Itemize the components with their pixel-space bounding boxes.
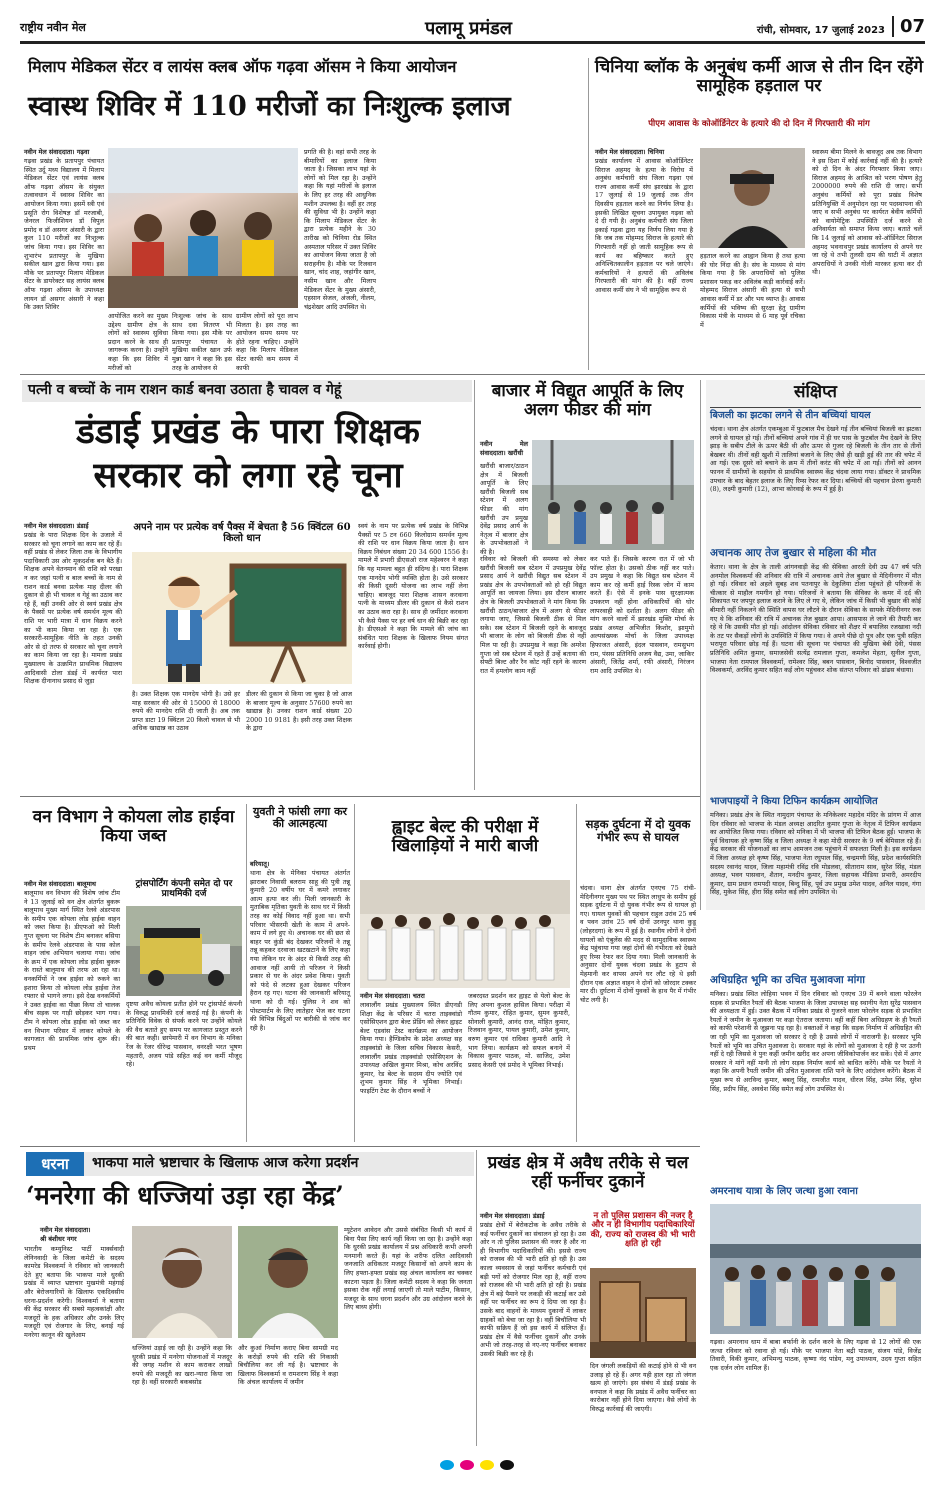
story9-headline: ‘मनरेगा की धज्जियां उड़ा रहा केंद्र’ <box>26 1181 344 1210</box>
issue-date: रांची, सोमवार, 17 जुलाई 2023 <box>756 25 885 36</box>
story3-body-col1: प्रखंड के पारा शिक्षक दिन के उजाले में सरकार को चूना लगाने का काम कर रहे हैं। वहीं प्रखंड से लेकर जिला तक के विभागीय पदाधिकारी उस ओर मूकदर्शक बन बैठे हैं। शिक्षक अपने वेतनमान की राशि को परखा न कर जहां पत्नी व बाल बच्चों के नाम से राशन कार्ड बनवा प्रत्येक माह दीलर की दुकान से ही भी चावल व गेहूं का उठाव कर रहे हैं, वहीं उनकी ओर से स्वयं प्रखंड क्षेत्र के पैक्सों पर प्रत्येक वर्ष समर्थन मूल्य की राशि पर भारी मात्रा में धान विक्रय करने का भी काम किया जा रहा है। एक सरकारी-सामूहिक नीति के तहत उनकी ओर से दो तरफ से सरकार को चूना लगाने का काम किया जा रहा है। मामला प्रखंड मुख्यालय के उत्क्रमित प्राथमिक विद्यालय आदिवासी टोला डंडई में कार्यरत पारा शिक्षक दीनानाथ प्रसाद से जुड़ा <box>24 531 122 686</box>
column-divider <box>246 804 247 1142</box>
brief1-body: चंदवा। थाना क्षेत्र अंतर्गत एकम्बुआ में फुटबाल मैच देखने गई तीन बच्चियां बिजली का झटका लगने से घायल हो गई। तीनों बच्चियां अपने गांव में ही घर पास के फुटबॉल मैच देखने के लिए झाड़ के सबीप टीले के ऊपर बैठी थी और ऊपर से गुजर रहे बिजली के तीन तार से तीनों बेखबर थी। तीनों वही खुशी में तालियां बजाने के लिए जैसे ही खड़ी हुई की तार की चपेट में आ गई। एक दूसरे को बचाने के क्रम में तीनों करंट की चपेट में आ गई। तीनों को आनन फानन में ग्रामीणों के सहयोग से प्राथमिक स्वास्थ्य केंद्र चंदवा लाया गया। डॉक्टर ने प्राथमिक उपचार के बाद बेहतर इलाज के लिए रिम्स रेफर कर दिया। बच्चियों की पहचान प्रेरणा कुमारी (8), लक्ष्मी कुमारी (12), आभा कोरवाई के रूप में हुई है। <box>710 425 921 494</box>
story7-dateline: नवीन मेल संवाददाता। चतरा <box>360 992 425 1000</box>
portrait-photo <box>700 148 805 248</box>
story9-dateline: नवीन मेल संवाददाता। <box>40 1226 91 1234</box>
amarnath-group-photo-art <box>710 1204 921 1334</box>
story1-body-col2: आयोजित करने का मुख्य उद्देश्य ग्रामीण क्षेत्र के लोगों को स्वास्थ्य सुविधा प्रदान करने के साथ ही जागरूक करना है। उन्होंने कहा कि इस शिविर में मरीजों को <box>108 312 168 372</box>
story10-dateline: नवीन मेल संवाददाता। डंडाई <box>480 1212 545 1220</box>
story3-dateline: नवीन मेल संवाददाता। डंडाई <box>24 522 89 530</box>
brief4-headline: अधिग्रहित भूमि का उचित मुआवजा मांगा <box>710 974 865 986</box>
story6-body: थाना क्षेत्र के मेनिका पंचायत अंतर्गत झाराबर निवासी बलराम साहू की पुत्री तन्नू कुमारी 20 वर्षीय घर में कमरे लगाकर आत्म हत्या कर ली। मिली जानकारी के मुताबिक मृतिका युवती के साथ घर में किसी तरह का कोई विवाद नहीं हुआ था। सभी परिवार भीसरमी खेती के काम में अपने-काम में लगे हुए थे। अचानक घर की छत से बाहर पर कुंडी बंद देखकर परिजनों ने तन्नू तन्नू कहकर दरवाजा खटखटाने के लिए कहा गया लेकिन घर के अंदर से किसी तरह की आवाज नहीं आयी तो परिजन ने किसी प्रकार से घर के अंदर प्रवेश किया। युवती को फंदे से लटका हुआ देखकर परिजन हैरान रह गए। घटना की जानकारी बरियातू थाना को दी गई। पुलिस ने शव को पोस्टमार्टम के लिए लातेहार भेज कर घटना की विभिन्न बिंदुओं पर बारीकी से जांच कर रही है। <box>250 869 350 1032</box>
column-divider <box>474 380 475 790</box>
section-divider <box>20 796 700 797</box>
story1-kicker: मिलाप मेडिकल सेंटर व लायंस क्लब ऑफ गढ़वा ऑसम ने किया आयोजन <box>28 57 457 76</box>
brief2-headline: अचानक आए तेज बुखार से महिला की मौत <box>710 547 877 559</box>
dharna-tag: धरना <box>26 1152 84 1176</box>
story8-headline: सड़क दुर्घटना में दो युवक गंभीर रूप से घायल <box>585 817 691 844</box>
brief2-body: केतार। थाना के क्षेत्र के ताली आंगनवाड़ी केंद्र की सेविका आरती देवी उम्र 47 वर्ष पति अनमोल विश्वकर्मा की शनिवार की रात्रि में अचानक आये तेज बुखार से मेदिनीनगर में मौत हो गई। रविवार को अहले सुबह शव पतनापुर के देकुलिया टोला पहुंचते ही परिजनों के चीत्कार से माहौल गमगीन हो गया। परिजनों ने बताया कि सेविका के कमर में दर्द की शिकायत पर जपपुर इलाज कराने के लिए ले गए थे, लेकिन जांच में किसी भी बुखार की कोई बीमारी नहीं निकलने की स्थिति वापस घर लौटने के दौरान सेविका के सायके मेदिनीनगर रुक गए थे कि शनिवार की रात्रि में अचानक तेज बुखार आया। आसपास ले जाने की तैयारी कर रहे थे कि उसकी मौत हो गई। आंदोलन सेविका रविवार को शैक्षर में बयालिस रजखावा नदी के तट पर सैकड़ों लोगों के उपस्थिति में किया गया। वे अपने पीछे दो पुत्र और एक पुत्री सहित भरापूरा परिवार छोड़ गई हैं। घटना की सूचना पर पंचायत की मुखिया बेबी देवी, पंसस प्रतिनिधि अमित कुमार, समाजसेवी सत्येंद्र रामलाल गुप्ता, कमलेश मेहता, सुनील गुप्ता, भाजपा नेता रामपाल विश्वकर्मा, रामेश्वर सिंह, बबन पासवान, बिनोद पासवान, विश्वजीत विश्वकर्मा, अरविंद कुमार सहित कई लोग पहुंचकर शोक संतप्त परिवार को ढांढस बंधाया। <box>710 563 921 675</box>
brief4-body: मनिका। प्रखंड स्थित लोहिया भवन में दिन रविवार को एनएच 39 में बनने वाला फोरलेन सड़क से प्रभावित रैयतों की बैठक भाजपा के जिला उपाध्यक्ष सह स्थानीय नेता सुरेंद्र पासवान की अध्यक्षता में हुई। उक्त बैठक में मनिका प्रखंड से गुजरने वाला फोरलेन सड़क से प्रभावित रैयतों ने जमीन के मुआवजा पर कड़ा ऐतराज जताया। वहीं कहीं बिना अधिग्रहण के ही रैयतों को काफी परेशानी से जूझना पड़ रहा है। वक्ताओं ने कहा कि सड़क निर्माण में अधिग्रहित की जा रही भूमि का मुआवजा जो सरकार दे रही है उससे लोगों में नाराजगी है। सरकार भूमि रैयतों को भूमि का उचित मुआवजा दे। सरकार यहां के लोगों को मुआवजा दे रही है पर उतनी नहीं दे रही जिससे वे पुनः कहीं जमीन खरीद कर अपना जीविकोपार्जन कर सकें। ऐसे में अगर सरकार ने मांगें नहीं मानी तो लोग सड़क निर्माण कार्य को बाधित करेंगे। मौके पर रैयतों ने कहा कि अपनी रैयती जमीन की उचित मुआवजा राशि पाने के लिए आंदोलन करेंगे। बैठक में मुख्य रूप से अरविन्द कुमार, बबलू सिंह, रामजीत यादव, धीरज सिंह, उमेश सिंह, सुरेश सिंह, प्रदीप सिंह, अवधेश सिंह समेत कई लोग उपस्थित थे। <box>710 990 921 1093</box>
comrade-portrait-1-art <box>132 1226 232 1338</box>
story10-headline: प्रखंड क्षेत्र में अवैध तरीके से चल रहीं फर्नीचर दुकानें <box>487 1153 689 1192</box>
registration-marks <box>440 1455 560 1469</box>
story1-dateline: नवीन मेल संवाददाता। गढ़वा <box>24 148 90 156</box>
coal-truck-photo-art <box>126 906 242 996</box>
story3-body-col3: डीलर की दुकान से किया जा चुका है जो आज के बाजार मूल्य के अनुसार 57600 रुपये का खाद्यान्न है। उनका राशन कार्ड संख्या 20 2000 10 9181 है। इसी तरह उक्त शिक्षक के द्वारा <box>246 690 352 733</box>
newspaper-logo: राष्ट्रीय नवीन मेल <box>20 21 86 34</box>
story4-body-intro: खरौंधी बाजार/ठाठन क्षेत्र में बिजली आपूर्ति के लिए खरौंधी बिजली सब स्टेशन में अलग फीडर की मांग खरौंधी उप प्रमुख देवेंद्र प्रसाद आर्य के नेतृत्व में बाजार क्षेत्र के उपभोक्ताओं ने की है। <box>480 462 528 556</box>
coal-truck-photo <box>126 906 242 996</box>
health-camp-photo-art <box>108 148 298 308</box>
feeder-protest-photo-art <box>532 440 694 550</box>
story5-subhead: ट्रांसपोर्टिंग कंपनी समेत दो पर प्राथमिकी दर्ज <box>135 879 233 899</box>
taekwondo-group-photo-art <box>360 880 570 988</box>
amarnath-headline: अमरनाथ यात्रा के लिए जत्था हुआ रवाना <box>710 1186 858 1197</box>
story5-dateline: नवीन मेल संवाददाता। बालूमाथ <box>24 880 97 888</box>
story4-headline: बाजार में विद्युत आपूर्ति के लिए अलग फीडर की मांग <box>491 381 684 420</box>
story7-body-col1: लावालौंग प्रखंड मुख्यालय स्थित डीएनडी शिक्षा केंद्र के परिसर में चतरा ताइक्वांडो एसोसिएशन द्वारा बेल्ट प्रेडिंग को लेकर ह्वाइट बेल्ट एडवांस टेस्ट कार्यक्रम का आयोजन किया गया। हैण्डिकोप के प्रदेश अध्यक्ष सह ताइक्वांडो के जिला सचिव विकास केसरी, लावालौंग प्रखंड ताइक्वांडो एसोसिएशन के उपाध्यक्ष अखिल कुमार मिश्रा, कोच अरविंद कुमार, रेड बेल्ट के सदस्य दीप ज्योति एवं शुभम कुमार सिंह ने भूमिका निभाई। फाइटिंग टेस्ट के दौरान बच्चों ने <box>360 1001 462 1095</box>
section-title: पलामू प्रमंडल <box>425 18 512 39</box>
furniture-photo-art <box>590 1268 696 1358</box>
section-divider <box>20 374 925 375</box>
teacher-illustration-art <box>132 552 352 684</box>
brief3-body: मनिका। प्रखंड क्षेत्र के स्थित नामुदाग पंचायत के मनिकेश्वर महादेव मंदिर के प्रांगण में आज दिन रविवार को भाजपा के मंडल अध्यक्ष आदरित कुमार गुप्ता के नेतृत्व में टिफिन कार्यक्रम का आयोजित किया गया। रविवार को मनिका में भी भाजपा की टिफिन बैठक हुई। भाजपा के पूर्व विधायक हरे कृष्ण सिंह व जिला अध्यक्ष ने कहा मोदी सरकार के 9 वर्ष बेमिसाल रहे हैं। केंद्र सरकार की योजनाओं का लाभ आमजन तक पहुंचाने में सफलता मिली है। इस कार्यक्रम में जिला अध्यक्ष हरे कृष्ण सिंह, भाजपा नेता रघुपाल सिंह, चन्द्रमणी सिंह, प्रदेश कार्यसमिति सदस्य रवानंद यादव, जिला महामंत्री रविंद्र रवि मोडलवा, सीताराम साव, सुरेश सिंह, मंडल अध्यक्ष, भवन पासवान, शैतान, मनदीप कुमार, जिला सहायक मीडिया प्रभारी, अमरदीप कुमार, ग्राम प्रधान रामपदी यादव, बिन्दु सिंह, पूर्व उप प्रमुख उमेश यादव, अनिल यादव, गंगा सिंह, मुकेश सिंह, हीरा सिंह समेत कई लोग उपस्थित थे। <box>710 811 921 897</box>
story1-headline: स्वास्थ शिविर में 110 मरीजों का निःशुल्क इलाज <box>28 91 511 122</box>
story7-headline: ह्वाइट बेल्ट की परीक्षा में खिलाड़ियों ने मारी बाजी <box>391 817 539 856</box>
column-divider <box>588 58 589 370</box>
feeder-protest-photo <box>532 440 694 550</box>
story9-byline: श्री बंशीधर नगर <box>40 1235 77 1243</box>
story5-headline: वन विभाग ने कोयला लोड हाईवा किया जब्त <box>32 807 235 846</box>
amarnath-body: गढ़वा। अमरनाथ धाम में बाबा बर्फानी के दर्शन करने के लिए गढ़वा से 12 लोगों की एक जत्था रविवार को रवाना हो गई। मौके पर भाजपा नेता बद्री पाठक, संजय पांडे, विजेंद्र तिवारी, विकी कुमार, अभिमन्यु पाठक, कृष्णा नंद पांडेय, मनु उपाध्याय, उदय गुप्ता सहित एक दर्जन लोग शामिल हैं। <box>710 1338 921 1372</box>
story4-body-col2: कर पाते हैं। जिसके कारण रात में जो भी फॉल्ट होता है। उसको ठीक नहीं कर पाते। उप प्रमुख ने कहा कि विद्युत सब स्टेशन में काम कर रहे कर्मी हाई रिस्क जोन में काम करते हैं। ऐसे में इनके पास सुरक्षात्मक उपकरण नहीं होना अधिकारियों की घोर लापरवाही को दर्शाता है। अलग फीडर की मांग करने वालों में झारखंड मुक्ति मोर्चा के प्रखंड अध्यक्ष अभिजीत किशोर, झामुमो अल्पसंख्यक मोर्चा के जिला उपाध्यक्ष हिफाजत अंसारी, इंदल पासवान, रामसुभग राम, पंसस प्रतिनिधि अजय वैद्य, उमा, जाकिर अंसारी, जितेंद्र शर्मा, रफी अंसारी, निरंजन राम आदि उपस्थित थे। <box>590 555 694 675</box>
story10-body-col2: दिन जंगली लकड़ियों की कटाई होने से भी वन उजाड़ हो रहे हैं। अगर यही हाल रहा तो जंगल खत्म हो जाएंगे। इस संबंध में डंडई प्रखंड के वनपाल ने कहा कि प्रखंड में अवैध फर्नीचर का कारोबार नहीं होने दिया जाएगा। वैसे लोगों के विरुद्ध कार्रवाई की जाएगी। <box>590 1362 696 1413</box>
story1-body-col5: प्रगति की है। वहां सभी तरह के बीमारियों का इलाज किया जाता है। जिसका लाभ यहां के लोगों को मिल रहा है। उन्होंने कहा कि यहां मरीजों के इलाज के लिए हर तरह की आधुनिक मशीन उपलब्ध है। वहीं हर तरह की सुविधा भी है। उन्होंने कहा कि मिलाप मेडिकल सेंटर के द्वारा प्रत्येक महीने के 30 तारीख को चिनिया रोड स्थित अस्पताल परिसर में उक्त शिविर का आयोजन किया जाता है जो सराहनीय है। मौके पर रिजवान खान, चांद शाह, जहांगीर खान, नसीम खान और मिलाप मेडिकल सेंटर के मुख्य अंसारी, एहसान सेजल, अंजली, नीलम, चंद्रशेखर आदि उपस्थित थे। <box>304 148 376 311</box>
portrait-photo-art <box>700 148 805 248</box>
story9-body-col3: और कुआं निर्माण कराए बिना सामग्री मद के करोड़ों रुपये की राशि की निकासी बिचौलिया कर ली गई है। भ्रष्टाचार के खिलाफ विश्वकर्मा व रामशरण सिंह ने कहा कि अंचल कार्यालय में जमीन <box>238 1344 338 1387</box>
furniture-photo <box>590 1268 696 1358</box>
story3-body-col2: है। उक्त शिक्षक एक मानदेय भोगी है। उसे हर माह सरकार की ओर से 15000 से 18000 रुपये की मानदेय राशि दी जाती है। अब तक प्राप्त डाटा 19 क्विंटल 20 किलो चावल से भी अधिक खाद्यान्न का उठाव <box>132 690 240 733</box>
brief1-headline: बिजली का झटका लगने से तीन बच्चियां घायल <box>710 410 871 421</box>
story3-body-col4: स्वयं के नाम पर प्रत्येक वर्ष प्रखंड के विभिन्न पैक्सों पर 5 टन 660 किलोग्राम समर्थन मूल्य की राशि पर धान विक्रय किया जाता है। धान विक्रय निबंधन संख्या 20 34 600 1556 है। मामले में प्रभारी डीएसओ राज महेश्वरन ने कहा कि यह मामला बहुत ही संदिग्ध है। पारा शिक्षक एक मानदेय भोगी व्यक्ति होता है। उसे सरकार की किसी दूसरी योजना का लाभ नहीं लेना चाहिए। बावजूद पारा शिक्षक शासन करवाना पत्नी के माध्यम डीलर की दुकान से कैसे राशन का उठाव करा रहा है। साथ ही जमींदार करवाना भी कैसे पैक्स पर हर वर्ष धान की बिक्री कर रहा है। डीएसओ ने कहा कि मामले की जांच का संबंधित पारा शिक्षक के खिलाफ नियम संगत कार्रवाई होगी। <box>358 522 468 651</box>
section-divider <box>20 1146 700 1147</box>
story5-body-col2: दृष्टया अवैध कोयला प्रतीत होने पर ट्रांसपोर्ट कंपनी के विरुद्ध प्राथमिकी दर्ज कराई गई है। कंपनी के प्रतिनिधि विवेक से संपर्क करने पर उन्होंने कोयले की वैध बताते हुए समय पर कागजात प्रस्तुत करने की बात कही। छापेमारी में वन विभाग के मनिका रेंज के रेंजर धीरेन्द्र पासवान, वनरक्षी भरत भूषण महतारी, अजय पांडे सहित कई वन कर्मी मौजूद रहे। <box>126 1000 242 1069</box>
story1-body-col1: गढ़वा प्रखंड के प्रतापपुर पंचायत स्थित उर्दू मध्य विद्यालय में मिलाप मेडिकल सेंटर एवं लायंस क्लब ऑफ गढ़वा ऑसम के संयुक्त तत्वावधान में स्वास्थ शिविर का आयोजन किया गया। इसमें स्त्री एवं प्रसूति रोग विशेषज्ञ डॉ मरजाबी, जेनरल फिजीशियन डॉ विपुल प्रमोद व डॉ असगर अंसारी के द्वारा कुल 110 मरीजों का निःशुल्क जांच किया गया। इस शिविर का शुभारंभ प्रतापपुर के मुखिया सकील खान द्वारा किया गया। इस मौके पर प्रतापपुर मिलाप मेडिकल सेंटर के डायरेक्टर सह लायंस क्लब ऑफ गढ़वा ऑसम के उपाध्यक्ष लायन डॉ असगर अंसारी ने कहा कि उक्त शिविर <box>24 157 104 312</box>
story1-body-col4: ग्रामीण लोगों को पूरा लाभ मिलता है। इस तरह का आयोजन समय समय पर होते रहना चाहिए। उन्होंने कहा कि मिलाप मेडिकल सेंटर काफी कम समय में काफी <box>236 312 298 372</box>
teacher-illustration <box>132 552 352 684</box>
story4-body-col1: रविवार को बिजली की समस्या को लेकर खरौंधी बिजली सब स्टेशन में उपप्रमुख देवेंद्र प्रसाद आर्य ने खरौंधी विद्युत सब स्टेशन में प्रखंड क्षेत्र के उपभोक्ताओं को हो रही विद्युत आपूर्ति का जायजा लिया। इस दौरान बाजार क्षेत्र के बिजली उपभोक्ताओं ने मांग किया कि खरौंधी ठाठन/बाजार क्षेत्र में अलग से फीडर लगाया जाए, जिससे बिजली ठीक से मिल सके। सब स्टेशन में बिजली रहने के बावजूद भी बाजार के लोग को बिजली ठीक से नहीं मिल पा रही है। उपप्रमुख ने कहा कि अमरेश गुप्ता जो सब स्टेशन में रहते हैं उन्हें बताया की सेफ्टी बिल्ट और रैन कोट नहीं रहने के कारण रात में हमलोग काम नहीं <box>480 555 586 675</box>
story6-dateline: बरियातू। <box>250 860 270 868</box>
column-divider <box>476 1150 477 1446</box>
story9-kicker: भाकपा माले भ्रष्टाचार के खिलाफ आज करेगा प्रदर्शन <box>84 1152 474 1176</box>
column-divider <box>354 804 355 1142</box>
story6-headline: युवती ने फांसी लगा कर की आत्महत्या <box>252 805 348 831</box>
story5-body-col1: बालूमाथ वन विभाग की विशेष जांच टीम ने 13 जुलाई को वन क्षेत्र अंतर्गत बुकरू बालूमाथ मुख्य मार्ग स्थित रेलवे अंडरपास के समीप एक कोयला लोड हाईवा वाहन को जब्त किया है। डीएफओ को मिली गुप्त सूचना पर विशेष टीम बनाकर बसिया के समीप रेलवे अंडरपास के पास कोल वाहन जांच अभियान चलाया गया। जांच के क्रम में एक कोयला लोड हाईवा बुकरू के रास्ते बालूमाथ की तरफ आ रहा था। वनकर्मियों ने जब हाईवा को रुकने का इशारा किया तो कोयला लोड हाईवा तेज रफ्तार से भागने लगा। इसे देख वनकर्मियों ने उक्त हाईवा का पीछा किया तो चालक बीच सड़क पर गाड़ी छोड़कर भाग गया। टीम ने कोयला लोड हाईवा को जब्त कर वन विभाग परिसर में लाकर कोयले के कागजात की प्राथमिक जांच शुरू की। प्रथम <box>24 889 120 1052</box>
story10-body-col1: प्रखंड क्षेत्रों में बेरोकटोक के अवैध तरीके से कई फर्नीचर दुकानें का संचालन हो रहा है। उस ओर न तो पुलिस प्रशासन की नजर है और ना ही विभागीय पदाधिकारियों की। इससे राज्य को राजस्व की भी भारी क्षति हो रही है। उस काला व्यवसाय से जहां फर्नीचर कर्मचारी एवं बड़ी पगों को रोजगार मिल रहा है, वहीं राज्य को राजस्व की भी भारी क्षति हो रही है। प्रखंड क्षेत्र में बड़े पैमाने पर लकड़ी की कटाई कर उसे वहीं पर फर्नीचर का रूप दे दिया जा रहा है। उसके बाद वाहनों के माध्यम दुकानों में लाकर ग्राहकों को बेचा जा रहा है। वहीं बिचौलिया भी काफी सक्रिय हैं जो इस कार्य में संलिप्त हैं। प्रखंड क्षेत्र में वैसे फर्नीचर दुकानें और उनके अभी जो तरह-तरह से नए-नए फर्नीचर बनाकर उसकी बिक्री कर रहे हैं। <box>480 1221 586 1358</box>
column-divider <box>700 380 701 910</box>
taekwondo-group-photo <box>360 880 570 988</box>
story8-body: चंदवा। थाना क्षेत्र अंतर्गत एनएच 75 रांची-मेदिनीनगर मुख्य पथ पर स्थित लाधुप के समीप हुई सड़क दुर्घटना में दो युवक गंभीर रूप से घायल हो गए। घायल युवकों की पहचान राहुल उरांव 25 वर्ष व पवन उरांव 25 वर्ष दोनों उरनपुर थाना कुडू (लोहरदगा) के रूप में हुई है। स्थानीय लोगों ने दोनों घायलों को एंबुलेंस की मदद से सामुदायिक स्वास्थ्य केंद्र पहुंचाया गया जहां दोनों की गंभीरता को देखते हुए रिम्स रेफर कर दिया गया। मिली जानकारी के अनुसार दोनों युवक चंदवा प्रखंड के हुटाप से मेहमानी कर वापस अपने घर लौट रहे थे इसी दौरान एक अज्ञात वाहन ने दोनों को जोरदार टक्कर मार दी। दुर्घटना में दोनों युवकों के हाथ पैर में गंभीर चोट लगी है। <box>580 884 696 1004</box>
masthead <box>20 14 925 44</box>
story2-dateline: नवीन मेल संवाददाता। चिनिया <box>595 148 665 156</box>
story2-subhead: पीएम आवास के कोऑर्डिनेटर के हत्यारे की दो दिन में गिरफ्तारी की मांग <box>648 119 870 129</box>
story7-body-col2: जबरदस्त प्रदर्शन कर ह्वाइट से येलो बेल्ट के लिए अपना कुशल हासिल किया। परीक्षा में गौतम कुमार, रोहित कुमार, सुमन कुमारी, सोनाली कुमारी, आनंद राज, मोहित कुमार, रिजवान कुमार, पायल कुमारी, उमेश कुमार, वरुण कुमार एवं राधिका कुमारी आदि ने भाग लिया। कार्यक्रम को सफल बनाने में विकास कुमार पाठक, मो. साजिद, उमेश प्रसाद केसरी एवं प्रमोद ने भूमिका निभाई। <box>468 992 570 1069</box>
sankshipt-title: संक्षिप्त <box>793 382 837 402</box>
story2-body-col2: हड़ताल करने का आह्वान किया है तथा हत्या की घोर निंदा की है। संघ के माध्यम से मांग किया गया है कि अपराधियों को पुलिस प्रशासन पकड़ कर अविलंब कड़ी कार्रवाई करें। मोहम्मद सिराज अंसारी की हत्या से सभी आवास कर्मी में डर और भय व्याप्त है। आवास कर्मियों की भविष्य की सुरक्षा हेतु ग्रामीण विकास मंत्री के माध्यम से 6 माह पूर्व रचिका में <box>700 252 805 329</box>
column-divider <box>576 804 577 1142</box>
story2-body-col3: स्वास्थ्य बीमा मिलने के बावजूद अब तक विभाग ने इस दिशा में कोई कार्रवाई नहीं की है। हत्यारे को दो दिन के अंदर गिरफ्तार किया जाए। सिराज अहमद के आश्रित को भरण पोषण हेतु 2000000 रुपये की राशि दी जाए। सभी अनुबंध कर्मियों को पूरा प्रखंड विशेष प्रतिनियुक्ति में अनुमोदन रहा पर पदस्थापना की जाए व सभी अनुबंध पर कार्यरत बेवीय कर्मियों को वायोमेट्रिक उपस्थिति दर्ज करने से अनिवार्यता को समाप्त किया जाए। बताते चलें कि 14 जुलाई को आवास को-ऑर्डिनेटर सिराज अहमद भवनाथपुर प्रखंड कार्यालय से अपने घर जा रहे थे तभी तुलसी दाम की घाटी में अज्ञात अपराधियों ने उनकी गोली मारकर हत्या कर दी थी। <box>812 148 922 277</box>
story4-dateline: नवीन मेल संवाददाता। खरौंधी <box>480 440 528 457</box>
story2-body-col1: प्रखंड कार्यालय में आवास कोऑर्डिनेटर सिराज अहमद के हत्या के विरोध में अनुबंध कर्मचारी संघ जिला गढ़वा एवं राज्य आवास कर्मी संघ झारखंड के द्वारा 17 जुलाई से 19 जुलाई तक तीन दिवसीय हड़ताल करने का निर्णय लिया है। इसकी लिखित सूचना उपायुक्त गढ़वा को दे दी गयी है। अनुबंध कर्मचारी संघ जिला इकाई गढ़वा द्वारा यह निर्णय लिया गया है कि जब तक मोहम्मद सिराज के हत्यारे की गिरफ्तारी नहीं हो जाती सामूहिक रूप से कार्य का बहिष्कार करते हुए अनिश्चितकालीन हड़ताल पर चले जाएंगे। कर्मचारियों ने हत्यारों की अविलंब गिरफ्तारी की मांग की है। वहीं राज्य आवास कर्मी संघ ने भी सामूहिक रूप से <box>595 157 693 294</box>
page-number: 07 <box>892 16 925 37</box>
health-camp-photo <box>108 148 298 308</box>
comrade-portrait-2 <box>238 1226 338 1338</box>
story3-headline: डंडाई प्रखंड के पारा शिक्षक सरकार को लगा रहे चूना <box>76 411 420 496</box>
story1-body-col3: निःशुल्क जांच के साथ साथ दवा वितरण भी किया गया। इस मौके पर प्रतापपुर पंचायत के मुखिया सकील खान उर्फ मुन्ना खान ने कहा कि इस तरह के आयोजन से <box>172 312 232 372</box>
banner-strip: पत्नी व बच्चों के नाम राशन कार्ड बनवा उठाता है चावल व गेहूं <box>22 380 472 402</box>
story9-body-col4: म्यूटेशन आवेदन और उससे संबंधित किसी भी कार्य में बिना पैसा लिए कार्य नहीं किया जा रहा है। उन्होंने कहा कि धुरकी प्रखंड कार्यालय में प्रश्न अधिकारी कभी अपनी मनमानी करते हैं। यहां के शरीफ दलित आदिवासी जनजाति अधिकतर मजदूर किसानों को अपने काम के लिए हफ्ता-हफ्ता प्रखंड सह अंचल कार्यालय का चक्कर काटना पड़ता है। जिला कमेटी सदस्य ने कहा कि जनता इसका रोक नहीं लगाई जाएगी तो माले पाटीम, किसान, मजदूर के साथ धरना प्रदर्शन और उग्र आंदोलन करने के लिए बाध्य होगी। <box>344 1226 472 1312</box>
story9-body-col1: भारतीय कम्युनिस्ट पार्टी मार्क्सवादी लेनिनवादी के जिला कमेटी के सदस्य कामरेड विश्वकर्मा ने रविवार को जानकारी देते हुए बताया कि भाकपा माले धुरकी प्रखंड में व्याप्त भ्रष्टाचार मुखमंत्री महंगाई और बेरोजगारियों के खिलाफ एकदिवसीय धरना-प्रदर्शन करेगी। विश्वकर्मा ने बताया की केंद्र सरकार की सबसे महत्वकांक्षी और मजदूरों के हक अधिकार और उनके लिए मजदूरी एवं रोजगार के लिए, बनाई गई मनरेगा कानून की खुलेआम <box>24 1245 124 1339</box>
story9-body-col2: धज्जियां उड़ाई जा रही है। उन्होंने कहा कि धुरकी प्रखंड में मनरेगा योजनाओं में मजदूर की जगह मशीन से काम कराकर लाखों रुपये की मजदूरी का खरा-न्यारा किया जा रहा है। वहीं सरकारी बकबसोड <box>132 1344 232 1387</box>
story3-subhead: अपने नाम पर प्रत्येक वर्ष पैक्स में बेचता है 56 क्विंटल 60 किलो धान <box>133 522 351 544</box>
brief3-headline: भाजपाइयों ने किया टिफिन कार्यक्रम आयोजित <box>710 796 878 807</box>
story2-headline: चिनिया ब्लॉक के अनुबंध कर्मी आज से तीन दिन रहेंगे सामूहिक हड़ताल पर <box>594 57 924 96</box>
comrade-portrait-1 <box>132 1226 232 1338</box>
sankshipt-rule <box>710 407 921 408</box>
story10-pullquote: न तो पुलिस प्रशासन की नजर है और न ही विभागीय पदाधिकारियों की, राज्य को राजस्व की भी भारी क्षति हो रही <box>590 1211 696 1250</box>
amarnath-group-photo <box>710 1204 921 1334</box>
comrade-portrait-2-art <box>238 1226 338 1338</box>
